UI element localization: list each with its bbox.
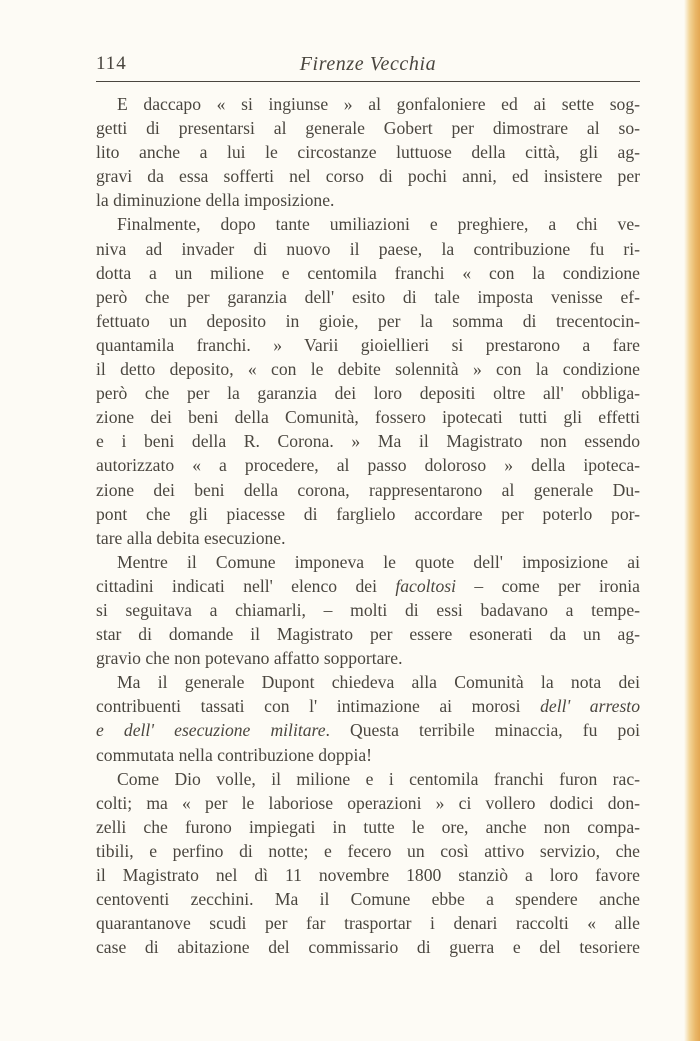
text-run: – come per ironia [455, 575, 640, 596]
text-line: commutata nella contribuzione doppia! [96, 744, 373, 765]
text-run: cittadini indicati nell' elenco dei [96, 575, 396, 596]
text-run: Ma il generale Dupont chiedeva alla Comunità la nota dei [117, 672, 640, 693]
text-run: contribuenti tassati con l' intimazione ai morosi [96, 696, 541, 717]
text-line: centoventi zecchini. Ma il Comune ebbe a spendere anche [96, 889, 640, 910]
text-line: tibili, e perfino di notte; e fecero un così attivo servizio, che [96, 840, 640, 861]
italic-run: facoltosi [395, 575, 456, 596]
text-line: zione dei beni della corona, rappresentarono al generale Du- [96, 479, 640, 500]
text-line: quantamila franchi. » Varii gioiellieri si prestarono a fare [96, 334, 640, 355]
text-line [96, 718, 640, 742]
text-line [96, 694, 640, 718]
page-edge [684, 0, 700, 1041]
text-line: però che per la garanzia dei loro depositi oltre all' obbliga- [96, 383, 640, 404]
italic-run: dell' arresto [540, 696, 640, 717]
italic-run: e dell' esecuzione militare [96, 720, 326, 741]
text-line: gravi da essa sofferti nel corso di pochi anni, ed insistere per [96, 166, 640, 187]
text-line: il Magistrato nel dì 11 novembre 1800 stanziò a loro favore [96, 865, 640, 885]
text-line: case di abitazione del commissario di guerra e del tesoriere [96, 937, 640, 958]
text-line: fettuato un deposito in gioie, per la somma di trecentocin- [96, 310, 640, 331]
text-line [96, 574, 640, 598]
text-line: quarantanove scudi per far trasportar i denari raccolti « alle [96, 913, 640, 934]
text-line: E daccapo « si ingiunse » al gonfaloniere ed ai sette sog- [117, 94, 640, 114]
running-head [96, 50, 640, 82]
text-line: si seguitava a chiamarli, – molti di essi badavano a tempe- [96, 599, 640, 620]
text-line: il detto deposito, « con le debite solennità » con la condizione [96, 359, 640, 380]
text-line: getti di presentarsi al generale Gobert per dimostrare al so- [96, 118, 640, 139]
text-line: lito anche a lui le circostanze luttuose della città, gli ag- [96, 142, 640, 163]
text-line: Come Dio volle, il milione e i centomila franchi furon rac- [117, 768, 640, 789]
text-run: . Questa terribile minaccia, fu poi [325, 720, 640, 741]
text-line: niva ad invader di nuovo il paese, la contribuzione fu ri- [96, 238, 640, 259]
page-number: 114 [96, 53, 127, 74]
text-line: star di domande il Magistrato per essere esonerati da un ag- [96, 624, 640, 645]
text-line: la diminuzione della imposizione. [96, 190, 335, 211]
text-line: pont che gli piacesse di farglielo accordare per poterlo por- [96, 503, 640, 524]
text-line: tare alla debita esecuzione. [96, 527, 286, 548]
text-line: però che per garanzia dell' esito di tale imposta venisse ef- [96, 286, 640, 307]
text-line: dotta a un milione e centomila franchi « con la condizione [96, 262, 640, 283]
text-line: Finalmente, dopo tante umiliazioni e preghiere, a chi ve- [117, 214, 640, 235]
text-line [96, 670, 640, 694]
text-line: autorizzato « a procedere, al passo doloroso » della ipoteca- [96, 455, 640, 476]
text-line: e i beni della R. Corona. » Ma il Magistrato non essendo [96, 431, 640, 452]
text-line: Mentre il Comune imponeva le quote dell' imposizione ai [117, 551, 640, 572]
text-line: gravio che non potevano affatto sopportare. [96, 648, 403, 669]
text-line: colti; ma « per le laboriose operazioni » ci vollero dodici don- [96, 792, 640, 813]
header-rule [96, 81, 640, 82]
body-text [96, 92, 640, 959]
running-title: Firenze Vecchia [299, 53, 437, 75]
text-line: zione dei beni della Comunità, fossero ipotecati tutti gli effetti [96, 407, 640, 428]
text-line: zelli che furono impiegati in tutte le ore, anche non compa- [96, 816, 640, 837]
